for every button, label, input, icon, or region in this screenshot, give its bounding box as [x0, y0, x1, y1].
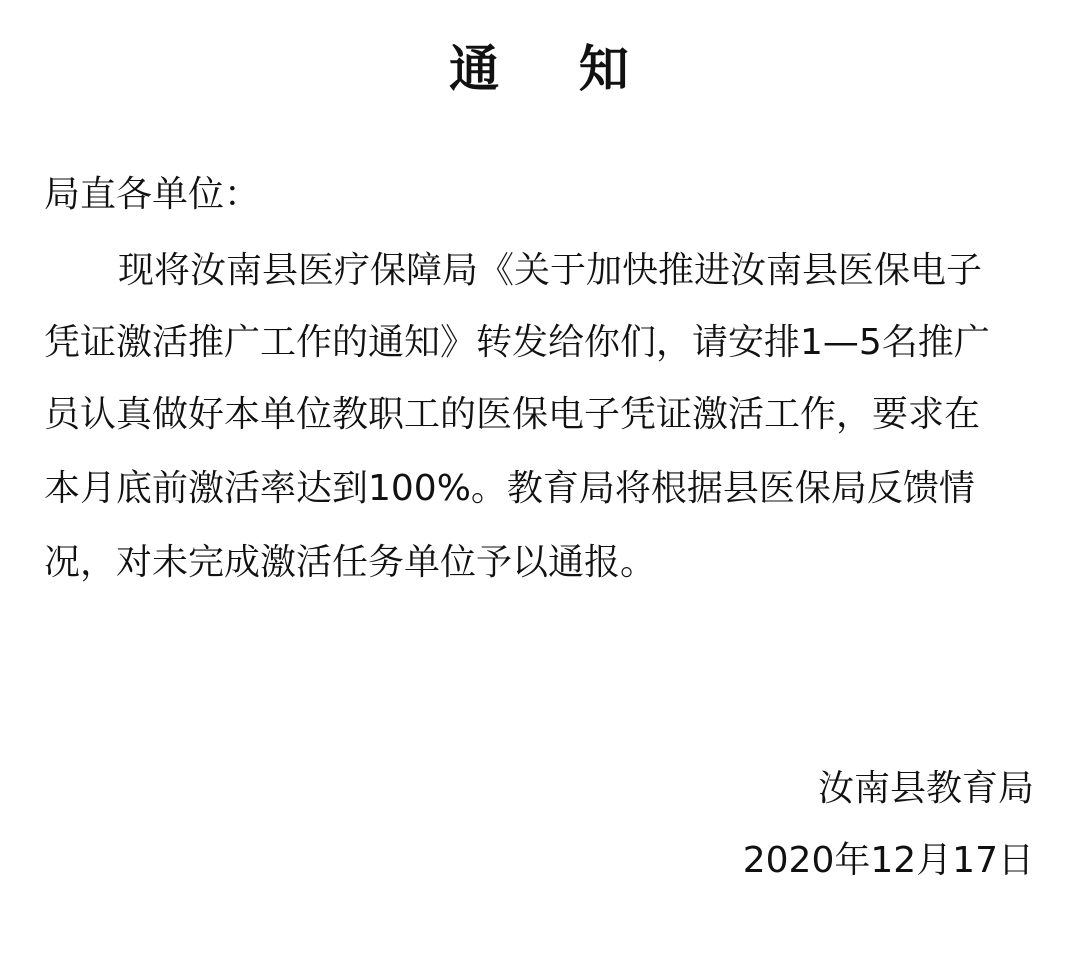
signature-date: 2020年12月17日 [742, 840, 1034, 881]
body-line: 员认真做好本单位教职工的医保电子凭证激活工作，要求在 [44, 394, 981, 435]
body-line: 凭证激活推广工作的通知》转发给你们，请安排1—5名推广 [44, 322, 990, 363]
salutation: 局直各单位： [44, 174, 261, 215]
body-line: 现将汝南县医疗保障局《关于加快推进汝南县医保电子 [118, 250, 983, 291]
signature-organization: 汝南县教育局 [817, 768, 1034, 809]
notice-title: 通 知 [449, 40, 631, 98]
body-line: 况，对未完成激活任务单位予以通报。 [44, 542, 657, 583]
body-line: 本月底前激活率达到100%。教育局将根据县医保局反馈情 [44, 468, 975, 509]
